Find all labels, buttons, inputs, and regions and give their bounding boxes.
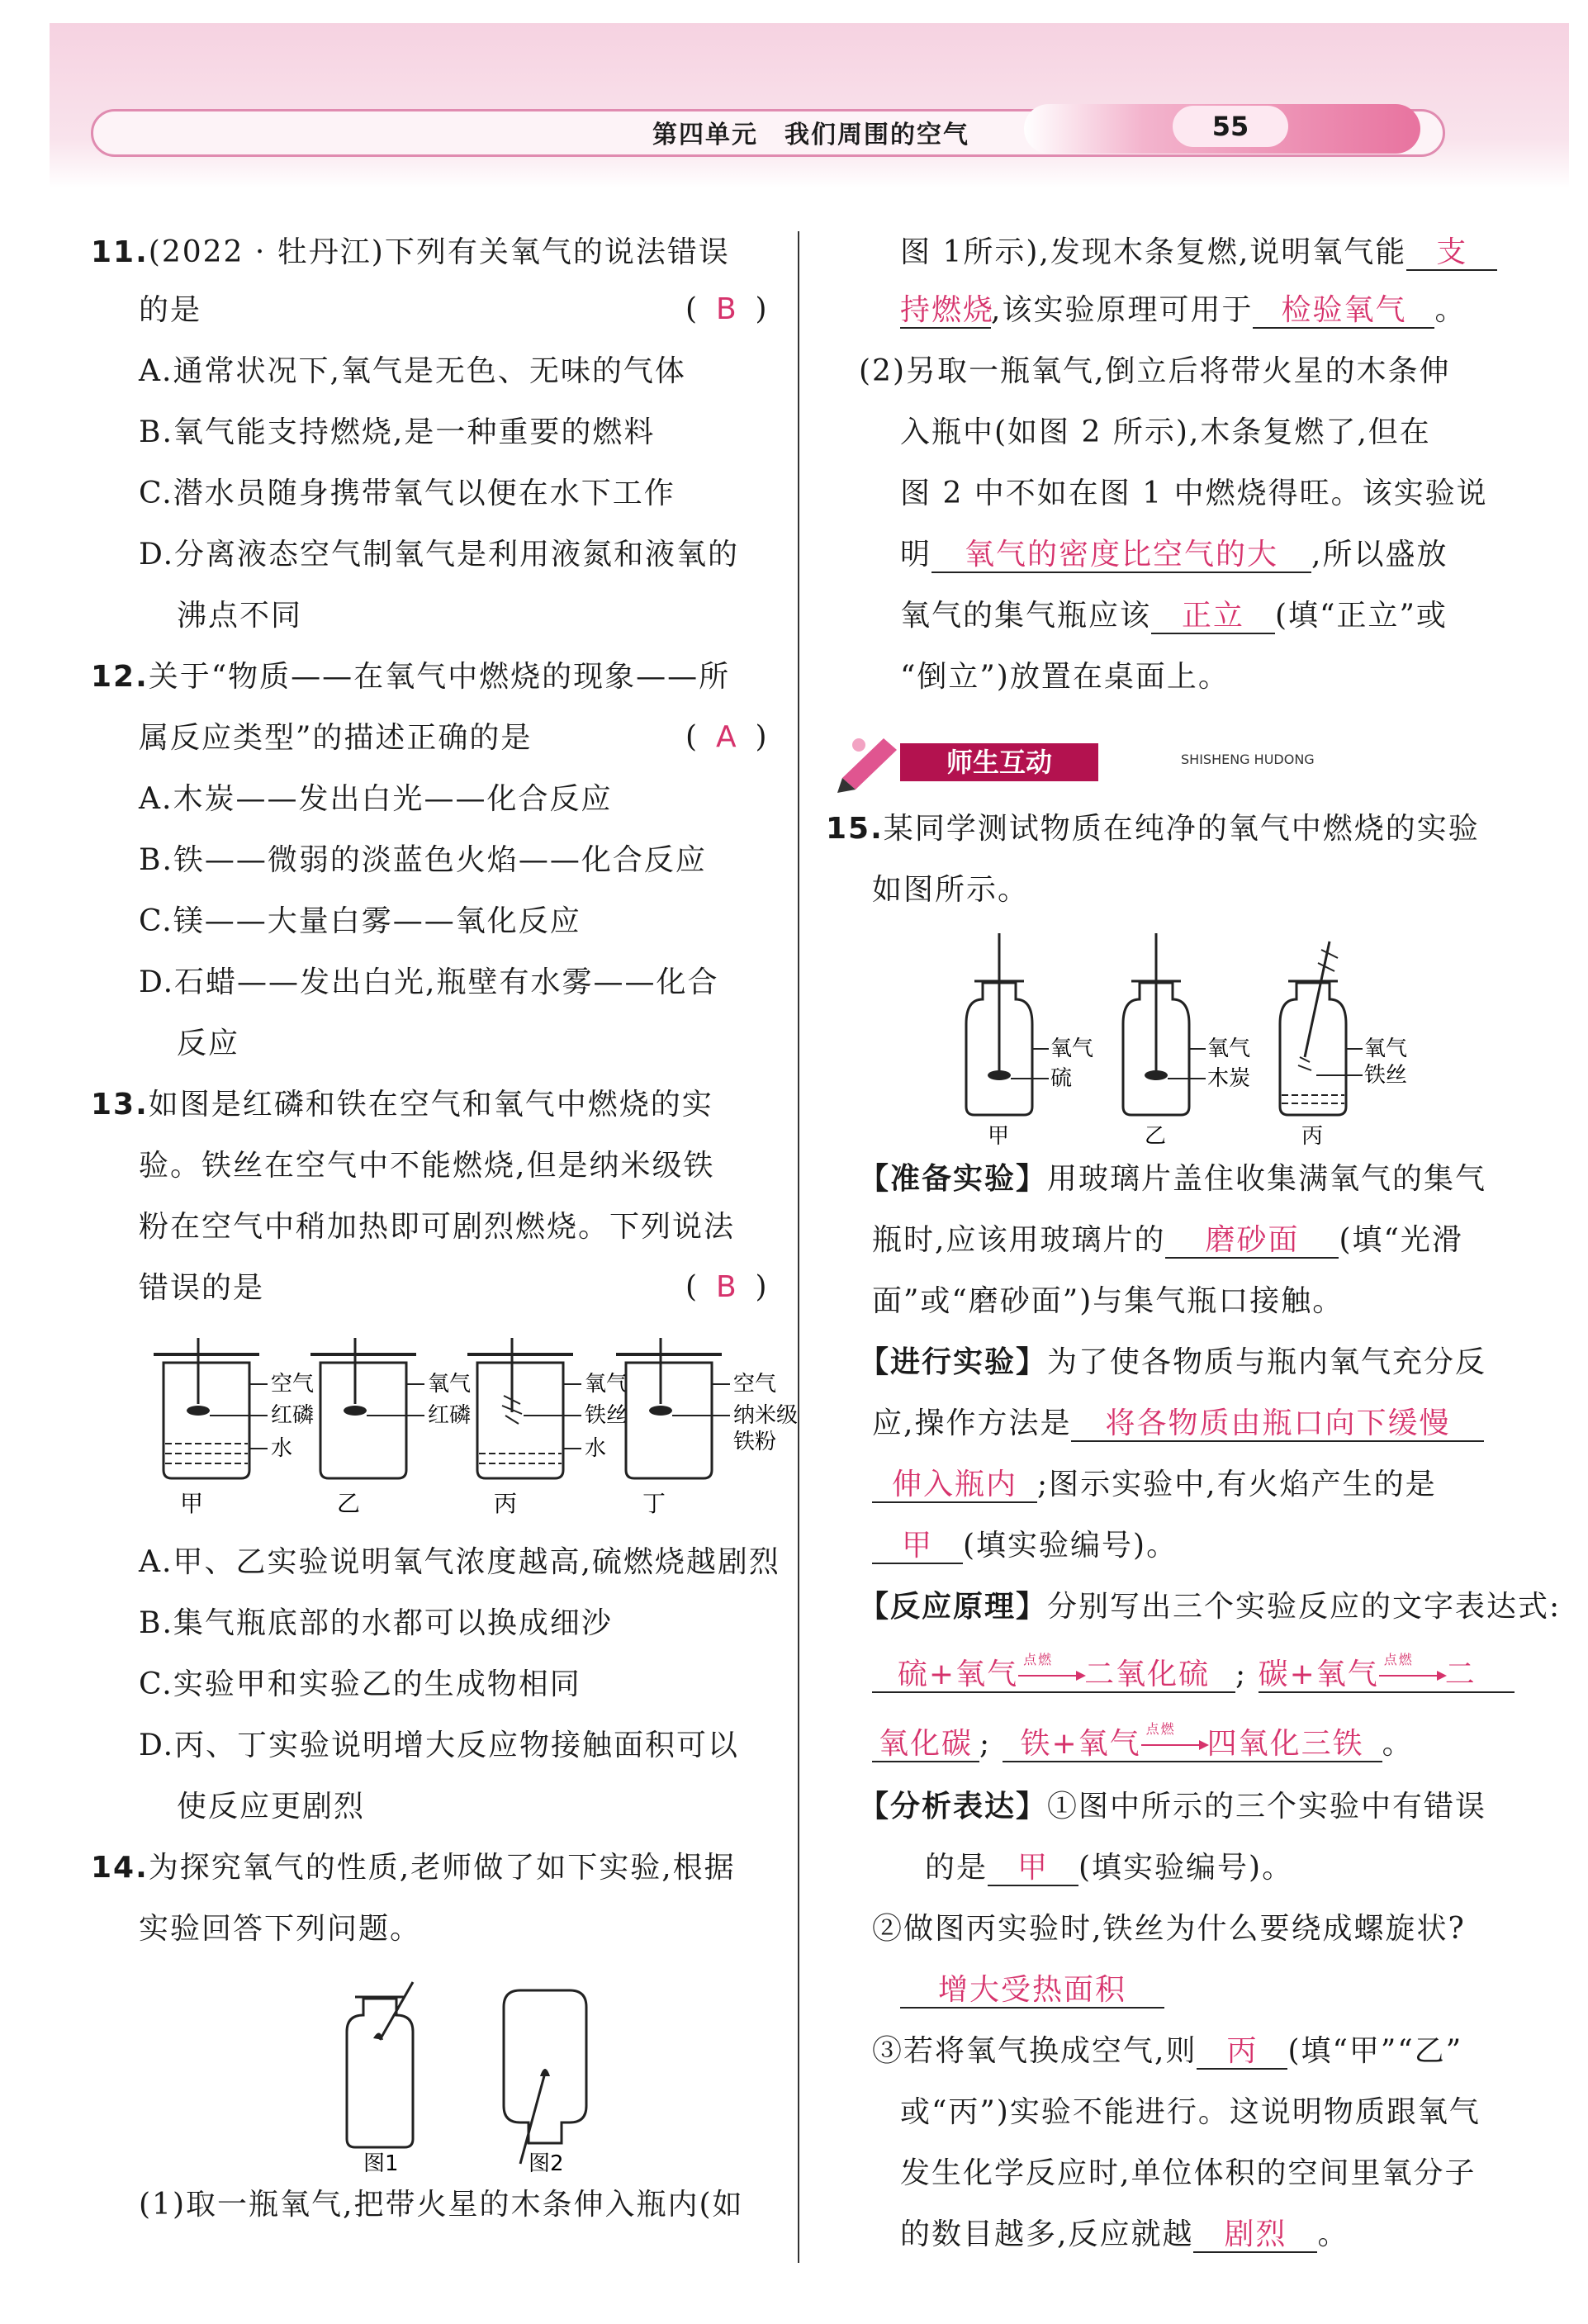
q14-blank-3[interactable]: 氧气的密度比空气的大	[931, 538, 1311, 573]
q15-an-line2: 的是 甲 (填实验编号)。	[925, 1851, 1294, 1885]
q15-prep-line2: 瓶时,应该用玻璃片的 磨砂面 (填“光滑	[872, 1223, 1463, 1257]
q13-jar3-label-2: 铁丝	[585, 1403, 628, 1428]
arrow-icon: 点燃	[1018, 1658, 1084, 1691]
q12-answer: A	[715, 720, 737, 754]
q15-blank-an-4[interactable]: 剧烈	[1193, 2218, 1317, 2253]
q14-blank-1a[interactable]: 支	[1406, 236, 1497, 271]
q13-option-c: C.实验甲和实验乙的生成物相同	[139, 1667, 581, 1701]
q14-part2-line4: 明 氧气的密度比空气的大 ,所以盛放	[900, 538, 1448, 572]
unit-title: 第四单元 我们周围的空气	[652, 121, 969, 149]
q15-blank-an-1[interactable]: 甲	[988, 1852, 1078, 1886]
q13-option-a: A.甲、乙实验说明氧气浓度越高,硫燃烧越剧烈	[139, 1545, 780, 1579]
q13-jar-4	[616, 1338, 798, 1517]
q14-caption-1: 图1	[363, 2151, 399, 2176]
q15-do-line2: 应,操作方法是 将各物质由瓶口向下缓慢	[872, 1406, 1484, 1442]
q14-part1-line2: 图 1所示),发现木条复燃,说明氧气能 支	[900, 235, 1497, 271]
q15-equation-2-cont[interactable]: 氧化碳	[872, 1728, 979, 1762]
q14-part1-line1: (1)取一瓶氧气,把带火星的木条伸入瓶内(如	[139, 2188, 744, 2222]
q15-jar-1	[966, 933, 1093, 1149]
q15-figure	[958, 933, 1420, 1151]
section-title: 师生互动	[900, 743, 1098, 781]
q15-jar-2	[1123, 933, 1250, 1149]
q12-option-d-cont: 反应	[177, 1027, 240, 1060]
q15-blank-do-1a[interactable]: 将各物质由瓶口向下缓慢	[1071, 1407, 1484, 1442]
q15-an-line3: ②做图丙实验时,铁丝为什么要绕成螺旋状?	[872, 1912, 1466, 1946]
q13-jar-2	[310, 1338, 471, 1517]
q15-prep-line3: 面”或“磨砂面”)与集气瓶口接触。	[872, 1284, 1344, 1318]
q15-blank-an-2[interactable]: 增大受热面积	[900, 1974, 1164, 2009]
q15-an-line7: 发生化学反应时,单位体积的空间里氧分子	[900, 2156, 1477, 2190]
q13-jar2-label-1: 氧气	[428, 1372, 472, 1397]
q15-jar1-label-2: 硫	[1050, 1066, 1073, 1091]
section-banner-hudong	[834, 728, 1363, 794]
q14-blank-2[interactable]: 检验氧气	[1253, 294, 1434, 329]
q13-jar4-label-3: 铁粉	[733, 1430, 777, 1454]
q14-blank-1b[interactable]: 持燃烧	[900, 293, 995, 327]
q15-blank-an-3[interactable]: 丙	[1197, 2035, 1287, 2070]
q13-jar3-label-1: 氧气	[585, 1372, 628, 1397]
q14-figure	[330, 1982, 611, 2175]
q15-equation-1[interactable]: 硫+氧气 点燃 二氧化硫	[872, 1658, 1235, 1693]
q14-part1-line3: 持燃烧,该实验原理可用于 检验氧气 。	[900, 293, 1467, 327]
q13-jar1-label-3: 水	[271, 1436, 293, 1461]
q13-jar4-label-1: 空气	[733, 1372, 777, 1397]
q15-equation-2[interactable]: 碳+氧气 点燃 二	[1259, 1658, 1515, 1693]
q13-answer: B	[715, 1270, 737, 1304]
q13-jar-1	[154, 1338, 314, 1517]
q13-jar1-label-2: 红磷	[271, 1403, 315, 1428]
q14-stem-line2: 实验回答下列问题。	[139, 1912, 422, 1946]
arrow-icon: 点燃	[1379, 1658, 1445, 1691]
q13-jar-3	[467, 1338, 628, 1517]
q12-answer-bracket: ( A )	[685, 720, 767, 754]
q13-jar4-label-2: 纳米级	[733, 1403, 799, 1428]
q15-an-line4	[900, 1972, 1164, 2009]
q15-caption-3: 丙	[1301, 1124, 1324, 1149]
q13-option-b: B.集气瓶底部的水都可以换成细沙	[139, 1606, 613, 1640]
q11-option-a: A.通常状况下,氧气是无色、无味的气体	[139, 354, 686, 388]
q15-jar1-label-1: 氧气	[1050, 1036, 1094, 1061]
q11-option-b: B.氧气能支持燃烧,是一种重要的燃料	[139, 415, 656, 449]
q15-blank-do-2[interactable]: 甲	[872, 1530, 963, 1564]
q13-stem-line2: 验。铁丝在空气中不能燃烧,但是纳米级铁	[139, 1149, 715, 1183]
q14-part2-line2: 入瓶中(如图 2 所示),木条复燃了,但在	[900, 415, 1431, 449]
q15-rx-line3: 氧化碳 ; 铁+氧气 点燃 四氧化三铁 。	[872, 1726, 1414, 1762]
q12-option-b: B.铁——微弱的淡蓝色火焰——化合反应	[139, 843, 707, 877]
q13-caption-3: 丙	[494, 1490, 518, 1517]
q13-stem-line4: 错误的是	[139, 1271, 265, 1305]
q15-equation-3[interactable]: 铁+氧气 点燃 四氧化三铁	[1003, 1728, 1382, 1762]
column-divider	[798, 231, 799, 2263]
q14-part2-line3: 图 2 中不如在图 1 中燃烧得旺。该实验说	[900, 477, 1488, 510]
q15-jar2-label-2: 木炭	[1207, 1066, 1251, 1091]
q13-jar2-label-2: 红磷	[428, 1403, 472, 1428]
q11-stem-line1: 11.(2022 · 牡丹江)下列有关氧气的说法错误	[91, 235, 730, 269]
q15-an-line1: 【分析表达】①图中所示的三个实验中有错误	[859, 1790, 1487, 1824]
q13-caption-4: 丁	[642, 1490, 666, 1517]
q13-jar1-label-1: 空气	[271, 1372, 315, 1397]
q11-answer: B	[715, 292, 737, 326]
q15-do-line4: 甲 (填实验编号)。	[872, 1528, 1178, 1564]
q15-jar3-label-2: 铁丝	[1364, 1063, 1408, 1088]
q12-option-d: D.石蜡——发出白光,瓶壁有水雾——化合	[139, 965, 719, 999]
q15-prep-line1: 【准备实验】用玻璃片盖住收集满氧气的集气	[859, 1162, 1487, 1196]
q15-do-line1: 【进行实验】为了使各物质与瓶内氧气充分反	[859, 1345, 1487, 1379]
q15-do-line3: 伸入瓶内 ;图示实验中,有火焰产生的是	[872, 1467, 1437, 1503]
q11-option-d-cont: 沸点不同	[177, 599, 303, 633]
q12-option-c: C.镁——大量白雾——氧化反应	[139, 904, 581, 938]
q15-caption-2: 乙	[1145, 1124, 1167, 1149]
q15-an-line8: 的数目越多,反应就越 剧烈 。	[900, 2217, 1349, 2251]
q15-an-line6: 或“丙”)实验不能进行。这说明物质跟氧气	[900, 2095, 1481, 2129]
q12-stem-line1: 12.关于“物质——在氧气中燃烧的现象——所	[91, 660, 731, 694]
q13-caption-2: 乙	[337, 1490, 361, 1517]
q15-caption-1: 甲	[988, 1124, 1010, 1149]
q14-figure-1	[347, 1982, 413, 2176]
q13-option-d-cont: 使反应更剧烈	[177, 1790, 366, 1824]
q15-rx-line1: 【反应原理】分别写出三个实验反应的文字表达式:	[859, 1590, 1562, 1624]
q14-part2-line5: 氧气的集气瓶应该 正立 (填“正立”或	[900, 599, 1448, 633]
page-number: 55	[1173, 106, 1288, 147]
q15-jar3-label-1: 氧气	[1364, 1036, 1408, 1061]
q14-figure-2	[504, 1990, 586, 2176]
q14-part2-line1: (2)另取一瓶氧气,倒立后将带火星的木条伸	[859, 354, 1451, 388]
q15-stem-line1: 15.某同学测试物质在纯净的氧气中燃烧的实验	[826, 812, 1480, 846]
q13-answer-bracket: ( B )	[685, 1270, 767, 1304]
arrow-icon: 点燃	[1141, 1728, 1207, 1761]
q15-jar2-label-1: 氧气	[1207, 1036, 1251, 1061]
section-subtitle: SHISHENG HUDONG	[1181, 752, 1315, 767]
q12-option-a: A.木炭——发出白光——化合反应	[139, 782, 613, 816]
q14-caption-2: 图2	[529, 2151, 564, 2176]
q13-caption-1: 甲	[180, 1490, 204, 1517]
q11-stem-line2: 的是	[139, 293, 202, 327]
q13-stem-line1: 13.如图是红磷和铁在空气和氧气中燃烧的实	[91, 1088, 713, 1122]
q15-an-line5: ③若将氧气换成空气,则 丙 (填“甲”“乙”	[872, 2034, 1463, 2068]
q15-blank-do-1b[interactable]: 伸入瓶内	[872, 1468, 1037, 1503]
q11-option-d: D.分离液态空气制氧气是利用液氮和液氧的	[139, 538, 740, 572]
q15-jar-3	[1280, 941, 1407, 1149]
q13-stem-line3: 粉在空气中稍加热即可剧烈燃烧。下列说法	[139, 1210, 736, 1244]
q11-option-c: C.潜水员随身携带氧气以便在水下工作	[139, 477, 675, 510]
q13-figure	[149, 1338, 799, 1523]
pencil-icon	[834, 728, 908, 794]
q15-stem-line2: 如图所示。	[872, 873, 1030, 907]
q14-stem-line1: 14.为探究氧气的性质,老师做了如下实验,根据	[91, 1851, 736, 1885]
q11-answer-bracket: ( B )	[685, 292, 767, 326]
q15-blank-prep[interactable]: 磨砂面	[1165, 1224, 1339, 1259]
q14-part2-line6: “倒立”)放置在桌面上。	[900, 660, 1230, 694]
q12-stem-line2: 属反应类型”的描述正确的是	[139, 721, 533, 755]
q14-blank-4[interactable]: 正立	[1151, 600, 1275, 634]
q13-jar3-label-3: 水	[585, 1436, 607, 1461]
q15-rx-line2: 硫+氧气 点燃 二氧化硫 ; 碳+氧气 点燃 二	[872, 1657, 1515, 1693]
q13-option-d: D.丙、丁实验说明增大反应物接触面积可以	[139, 1729, 740, 1762]
